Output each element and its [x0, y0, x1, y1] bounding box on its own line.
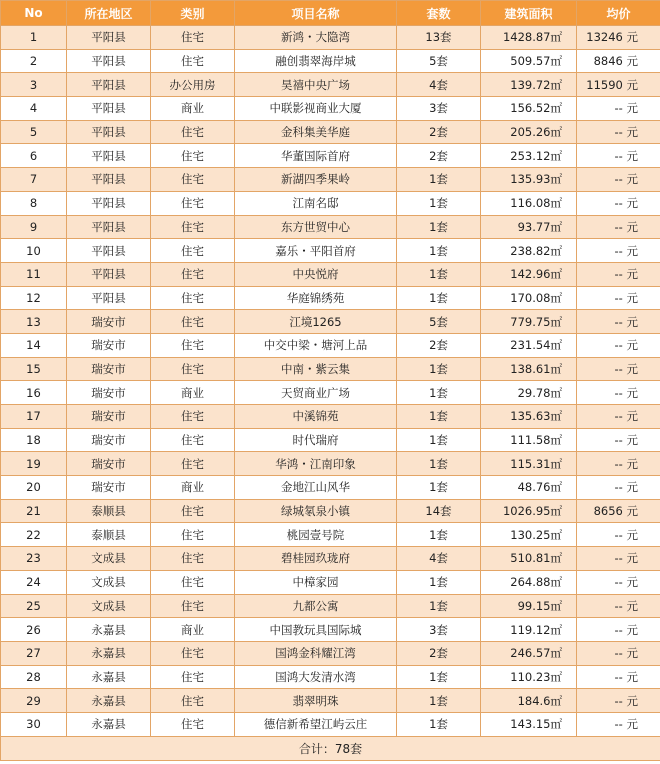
table-row	[1, 333, 660, 357]
cell-units: 4套	[397, 547, 481, 571]
cell-region: 瑞安市	[67, 405, 151, 429]
cell-floor-area: 253.12㎡	[481, 144, 577, 168]
cell-floor-area: 48.76㎡	[481, 476, 577, 500]
cell-no: 14	[1, 333, 67, 357]
cell-project-name: 时代瑞府	[235, 428, 397, 452]
total-row	[1, 736, 660, 760]
table-row	[1, 168, 660, 192]
cell-units: 1套	[397, 405, 481, 429]
cell-avg-price: -- 元	[577, 547, 660, 571]
cell-floor-area: 231.54㎡	[481, 333, 577, 357]
cell-floor-area: 184.6㎡	[481, 689, 577, 713]
cell-floor-area: 111.58㎡	[481, 428, 577, 452]
cell-units: 1套	[397, 191, 481, 215]
cell-avg-price: -- 元	[577, 97, 660, 121]
cell-units: 14套	[397, 499, 481, 523]
cell-category: 商业	[151, 97, 235, 121]
cell-category: 住宅	[151, 689, 235, 713]
cell-project-name: 九都公寓	[235, 594, 397, 618]
cell-no: 3	[1, 73, 67, 97]
cell-avg-price: 11590 元	[577, 73, 660, 97]
cell-region: 文成县	[67, 570, 151, 594]
cell-units: 1套	[397, 712, 481, 736]
cell-category: 住宅	[151, 239, 235, 263]
cell-units: 1套	[397, 476, 481, 500]
cell-category: 住宅	[151, 262, 235, 286]
cell-category: 住宅	[151, 547, 235, 571]
cell-avg-price: -- 元	[577, 523, 660, 547]
table-row	[1, 191, 660, 215]
cell-category: 住宅	[151, 594, 235, 618]
cell-avg-price: -- 元	[577, 476, 660, 500]
table-row	[1, 120, 660, 144]
cell-floor-area: 238.82㎡	[481, 239, 577, 263]
cell-units: 1套	[397, 262, 481, 286]
cell-units: 1套	[397, 357, 481, 381]
cell-project-name: 碧桂园玖珑府	[235, 547, 397, 571]
cell-no: 28	[1, 665, 67, 689]
cell-avg-price: -- 元	[577, 239, 660, 263]
cell-category: 住宅	[151, 665, 235, 689]
cell-floor-area: 1026.95㎡	[481, 499, 577, 523]
cell-region: 平阳县	[67, 144, 151, 168]
cell-project-name: 中联影视商业大厦	[235, 97, 397, 121]
cell-floor-area: 135.93㎡	[481, 168, 577, 192]
table-row	[1, 712, 660, 736]
cell-floor-area: 93.77㎡	[481, 215, 577, 239]
cell-project-name: 国鸿金科耀江湾	[235, 641, 397, 665]
header-units: 套数	[397, 1, 481, 26]
cell-avg-price: -- 元	[577, 665, 660, 689]
cell-units: 4套	[397, 73, 481, 97]
cell-region: 瑞安市	[67, 357, 151, 381]
cell-region: 平阳县	[67, 239, 151, 263]
cell-project-name: 嘉乐・平阳首府	[235, 239, 397, 263]
cell-category: 住宅	[151, 712, 235, 736]
cell-avg-price: -- 元	[577, 452, 660, 476]
cell-no: 16	[1, 381, 67, 405]
cell-category: 办公用房	[151, 73, 235, 97]
table-row	[1, 547, 660, 571]
table-row	[1, 641, 660, 665]
cell-floor-area: 138.61㎡	[481, 357, 577, 381]
cell-avg-price: -- 元	[577, 689, 660, 713]
cell-region: 平阳县	[67, 97, 151, 121]
cell-units: 1套	[397, 523, 481, 547]
table-row	[1, 144, 660, 168]
cell-region: 平阳县	[67, 168, 151, 192]
cell-avg-price: -- 元	[577, 570, 660, 594]
cell-no: 17	[1, 405, 67, 429]
table-row	[1, 665, 660, 689]
cell-no: 10	[1, 239, 67, 263]
cell-floor-area: 99.15㎡	[481, 594, 577, 618]
cell-units: 1套	[397, 428, 481, 452]
cell-project-name: 中交中梁・塘河上品	[235, 333, 397, 357]
table-row	[1, 689, 660, 713]
cell-project-name: 中溪锦苑	[235, 405, 397, 429]
cell-region: 瑞安市	[67, 428, 151, 452]
cell-project-name: 金地江山风华	[235, 476, 397, 500]
cell-avg-price: -- 元	[577, 712, 660, 736]
cell-avg-price: -- 元	[577, 357, 660, 381]
header-category: 类别	[151, 1, 235, 26]
table-row	[1, 262, 660, 286]
cell-project-name: 中南・紫云集	[235, 357, 397, 381]
cell-project-name: 德信新希望江屿云庄	[235, 712, 397, 736]
cell-category: 住宅	[151, 499, 235, 523]
cell-category: 住宅	[151, 428, 235, 452]
table-row	[1, 618, 660, 642]
table-row	[1, 381, 660, 405]
cell-project-name: 新湖四季果岭	[235, 168, 397, 192]
table-row	[1, 239, 660, 263]
cell-floor-area: 509.57㎡	[481, 49, 577, 73]
cell-project-name: 江境1265	[235, 310, 397, 334]
table-row	[1, 594, 660, 618]
cell-avg-price: -- 元	[577, 428, 660, 452]
cell-avg-price: -- 元	[577, 168, 660, 192]
cell-category: 住宅	[151, 333, 235, 357]
cell-no: 13	[1, 310, 67, 334]
header-project-name: 项目名称	[235, 1, 397, 26]
table-row	[1, 97, 660, 121]
cell-units: 1套	[397, 215, 481, 239]
header-row	[1, 1, 660, 26]
cell-region: 平阳县	[67, 191, 151, 215]
cell-no: 11	[1, 262, 67, 286]
cell-units: 5套	[397, 310, 481, 334]
cell-avg-price: -- 元	[577, 144, 660, 168]
cell-project-name: 华董国际首府	[235, 144, 397, 168]
cell-region: 文成县	[67, 547, 151, 571]
cell-no: 1	[1, 26, 67, 50]
cell-units: 2套	[397, 333, 481, 357]
cell-floor-area: 116.08㎡	[481, 191, 577, 215]
table-row	[1, 476, 660, 500]
cell-avg-price: -- 元	[577, 262, 660, 286]
cell-category: 住宅	[151, 286, 235, 310]
cell-no: 26	[1, 618, 67, 642]
cell-region: 瑞安市	[67, 310, 151, 334]
cell-category: 商业	[151, 618, 235, 642]
cell-avg-price: -- 元	[577, 381, 660, 405]
cell-avg-price: 8846 元	[577, 49, 660, 73]
cell-floor-area: 205.26㎡	[481, 120, 577, 144]
cell-avg-price: -- 元	[577, 286, 660, 310]
table-body	[1, 26, 660, 737]
header-no: No	[1, 1, 67, 26]
cell-units: 1套	[397, 594, 481, 618]
cell-floor-area: 130.25㎡	[481, 523, 577, 547]
cell-units: 1套	[397, 286, 481, 310]
cell-no: 5	[1, 120, 67, 144]
cell-region: 瑞安市	[67, 333, 151, 357]
table-row	[1, 452, 660, 476]
cell-avg-price: -- 元	[577, 594, 660, 618]
cell-floor-area: 156.52㎡	[481, 97, 577, 121]
cell-no: 21	[1, 499, 67, 523]
table-row	[1, 310, 660, 334]
cell-no: 8	[1, 191, 67, 215]
table-row	[1, 570, 660, 594]
cell-no: 23	[1, 547, 67, 571]
cell-project-name: 金科集美华庭	[235, 120, 397, 144]
cell-units: 5套	[397, 49, 481, 73]
cell-project-name: 桃园壹号院	[235, 523, 397, 547]
table-row	[1, 405, 660, 429]
cell-region: 平阳县	[67, 286, 151, 310]
cell-units: 2套	[397, 144, 481, 168]
cell-avg-price: 13246 元	[577, 26, 660, 50]
cell-category: 住宅	[151, 357, 235, 381]
table-row	[1, 357, 660, 381]
cell-floor-area: 29.78㎡	[481, 381, 577, 405]
cell-project-name: 融创翡翠海岸城	[235, 49, 397, 73]
cell-category: 住宅	[151, 452, 235, 476]
cell-floor-area: 143.15㎡	[481, 712, 577, 736]
cell-units: 1套	[397, 452, 481, 476]
cell-project-name: 华鸿・江南印象	[235, 452, 397, 476]
table-row	[1, 73, 660, 97]
cell-region: 永嘉县	[67, 641, 151, 665]
table-row	[1, 499, 660, 523]
cell-units: 3套	[397, 97, 481, 121]
cell-category: 住宅	[151, 144, 235, 168]
cell-avg-price: -- 元	[577, 641, 660, 665]
cell-no: 24	[1, 570, 67, 594]
cell-units: 1套	[397, 665, 481, 689]
cell-avg-price: -- 元	[577, 191, 660, 215]
cell-project-name: 天贸商业广场	[235, 381, 397, 405]
cell-project-name: 江南名邸	[235, 191, 397, 215]
cell-region: 瑞安市	[67, 452, 151, 476]
cell-region: 平阳县	[67, 26, 151, 50]
cell-avg-price: -- 元	[577, 310, 660, 334]
cell-category: 住宅	[151, 310, 235, 334]
cell-avg-price: -- 元	[577, 215, 660, 239]
cell-units: 1套	[397, 381, 481, 405]
cell-floor-area: 110.23㎡	[481, 665, 577, 689]
cell-project-name: 中国教玩具国际城	[235, 618, 397, 642]
header-region: 所在地区	[67, 1, 151, 26]
cell-floor-area: 779.75㎡	[481, 310, 577, 334]
cell-units: 2套	[397, 120, 481, 144]
cell-no: 29	[1, 689, 67, 713]
total-cell: 合计：78套	[1, 736, 660, 760]
cell-project-name: 翡翠明珠	[235, 689, 397, 713]
cell-units: 13套	[397, 26, 481, 50]
cell-region: 平阳县	[67, 120, 151, 144]
cell-project-name: 昊禧中央广场	[235, 73, 397, 97]
cell-no: 18	[1, 428, 67, 452]
cell-project-name: 新鸿・大隐湾	[235, 26, 397, 50]
cell-units: 3套	[397, 618, 481, 642]
table-row	[1, 26, 660, 50]
table-row	[1, 215, 660, 239]
cell-project-name: 国鸿大发清水湾	[235, 665, 397, 689]
cell-units: 1套	[397, 168, 481, 192]
cell-project-name: 东方世贸中心	[235, 215, 397, 239]
cell-no: 19	[1, 452, 67, 476]
cell-floor-area: 1428.87㎡	[481, 26, 577, 50]
cell-region: 泰顺县	[67, 499, 151, 523]
cell-no: 27	[1, 641, 67, 665]
cell-floor-area: 246.57㎡	[481, 641, 577, 665]
cell-category: 住宅	[151, 191, 235, 215]
cell-no: 2	[1, 49, 67, 73]
header-avg-price: 均价	[577, 1, 660, 26]
cell-region: 平阳县	[67, 73, 151, 97]
cell-region: 泰顺县	[67, 523, 151, 547]
cell-no: 9	[1, 215, 67, 239]
cell-no: 12	[1, 286, 67, 310]
cell-region: 平阳县	[67, 49, 151, 73]
cell-region: 永嘉县	[67, 665, 151, 689]
cell-region: 瑞安市	[67, 381, 151, 405]
cell-category: 住宅	[151, 641, 235, 665]
cell-avg-price: -- 元	[577, 405, 660, 429]
cell-category: 住宅	[151, 26, 235, 50]
cell-floor-area: 142.96㎡	[481, 262, 577, 286]
cell-units: 2套	[397, 641, 481, 665]
cell-floor-area: 170.08㎡	[481, 286, 577, 310]
cell-project-name: 绿城氡泉小镇	[235, 499, 397, 523]
cell-region: 平阳县	[67, 262, 151, 286]
cell-category: 住宅	[151, 405, 235, 429]
cell-no: 6	[1, 144, 67, 168]
table-row	[1, 286, 660, 310]
cell-no: 7	[1, 168, 67, 192]
cell-no: 22	[1, 523, 67, 547]
cell-region: 永嘉县	[67, 618, 151, 642]
cell-floor-area: 264.88㎡	[481, 570, 577, 594]
cell-floor-area: 119.12㎡	[481, 618, 577, 642]
table-row	[1, 428, 660, 452]
cell-category: 商业	[151, 476, 235, 500]
cell-region: 瑞安市	[67, 476, 151, 500]
cell-floor-area: 510.81㎡	[481, 547, 577, 571]
cell-category: 商业	[151, 381, 235, 405]
cell-floor-area: 139.72㎡	[481, 73, 577, 97]
cell-category: 住宅	[151, 570, 235, 594]
cell-region: 永嘉县	[67, 689, 151, 713]
cell-region: 文成县	[67, 594, 151, 618]
cell-units: 1套	[397, 689, 481, 713]
cell-project-name: 华庭锦绣苑	[235, 286, 397, 310]
table-row	[1, 49, 660, 73]
cell-project-name: 中樟家园	[235, 570, 397, 594]
cell-no: 20	[1, 476, 67, 500]
cell-no: 25	[1, 594, 67, 618]
cell-floor-area: 115.31㎡	[481, 452, 577, 476]
cell-no: 4	[1, 97, 67, 121]
header-floor-area: 建筑面积	[481, 1, 577, 26]
cell-category: 住宅	[151, 120, 235, 144]
cell-no: 30	[1, 712, 67, 736]
cell-no: 15	[1, 357, 67, 381]
cell-avg-price: 8656 元	[577, 499, 660, 523]
cell-category: 住宅	[151, 523, 235, 547]
cell-project-name: 中央悦府	[235, 262, 397, 286]
cell-floor-area: 135.63㎡	[481, 405, 577, 429]
cell-units: 1套	[397, 239, 481, 263]
cell-avg-price: -- 元	[577, 618, 660, 642]
cell-avg-price: -- 元	[577, 333, 660, 357]
cell-region: 平阳县	[67, 215, 151, 239]
table-row	[1, 523, 660, 547]
cell-category: 住宅	[151, 215, 235, 239]
cell-category: 住宅	[151, 168, 235, 192]
cell-units: 1套	[397, 570, 481, 594]
cell-region: 永嘉县	[67, 712, 151, 736]
cell-category: 住宅	[151, 49, 235, 73]
cell-avg-price: -- 元	[577, 120, 660, 144]
